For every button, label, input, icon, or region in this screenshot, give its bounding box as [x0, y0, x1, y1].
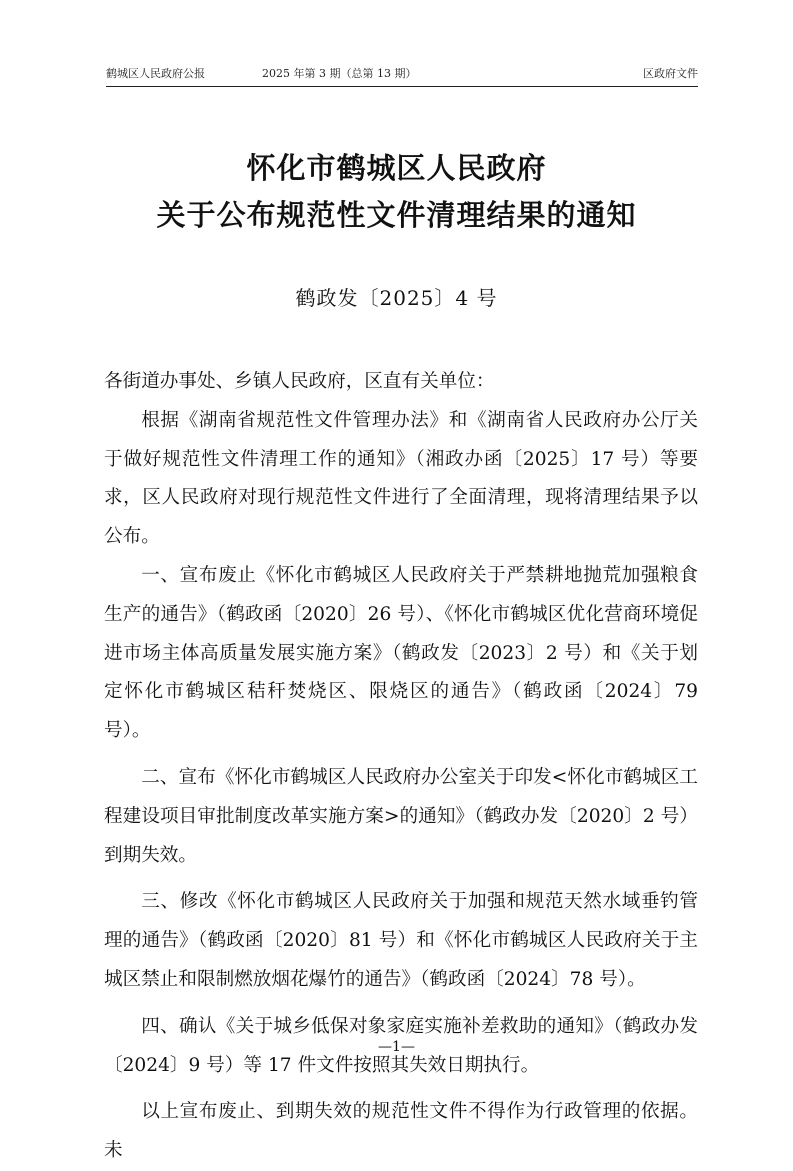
document-title-line-2: 关于公布规范性文件清理结果的通知	[156, 198, 637, 232]
item-3-paragraph: 三、修改《怀化市鹤城区人民政府关于加强和规范天然水域垂钓管理的通告》（鹤政函〔2020〕81 号）和《怀化市鹤城区人民政府关于主城区禁止和限制燃放烟花爆竹的通告》（鹤政函〔2024〕78 号）。	[104, 891, 698, 990]
intro-paragraph: 根据《湖南省规范性文件管理办法》和《湖南省人民政府办公厅关于做好规范性文件清理工作的通知》（湘政办函〔2025〕17 号）等要求，区人民政府对现行规范性文件进行了全面清理，现将清理结果予以公布。	[104, 409, 698, 548]
item-2-paragraph: 二、宣布《怀化市鹤城区人民政府办公室关于印发<怀化市鹤城区工程建设项目审批制度改革实施方案>的通知》（鹤政办发〔2020〕2 号）到期失效。	[104, 766, 698, 866]
page-number: —1—	[378, 1039, 415, 1055]
issue-number: 2025 年第 3 期（总第 13 期）	[262, 67, 417, 80]
closing-paragraph: 以上宣布废止、到期失效的规范性文件不得作为行政管理的依据。未	[104, 1101, 698, 1162]
document-number: 鹤政发〔2025〕4 号	[295, 286, 498, 310]
item-4-paragraph: 四、确认《关于城乡低保对象家庭实施补差救助的通知》（鹤政办发〔2024〕9 号）等 17 件文件按照其失效日期执行。	[104, 1015, 698, 1076]
gazette-header	[106, 66, 698, 82]
salutation: 各街道办事处、乡镇人民政府，区直有关单位：	[104, 371, 495, 392]
section-name: 区政府文件	[643, 67, 698, 80]
header-divider	[106, 86, 698, 87]
document-title-line-1: 怀化市鹤城区人民政府	[246, 151, 547, 185]
gazette-name: 鹤城区人民政府公报	[106, 67, 205, 80]
item-1-paragraph: 一、宣布废止《怀化市鹤城区人民政府关于严禁耕地抛荒加强粮食生产的通告》（鹤政函〔2020〕26 号）、《怀化市鹤城区优化营商环境促进市场主体高质量发展实施方案》（鹤政发〔2023〕2 号）和《关于划定怀化市鹤城区秸秆焚烧区、限烧区的通告》（鹤政函〔2024〕79 号）。	[104, 564, 698, 742]
